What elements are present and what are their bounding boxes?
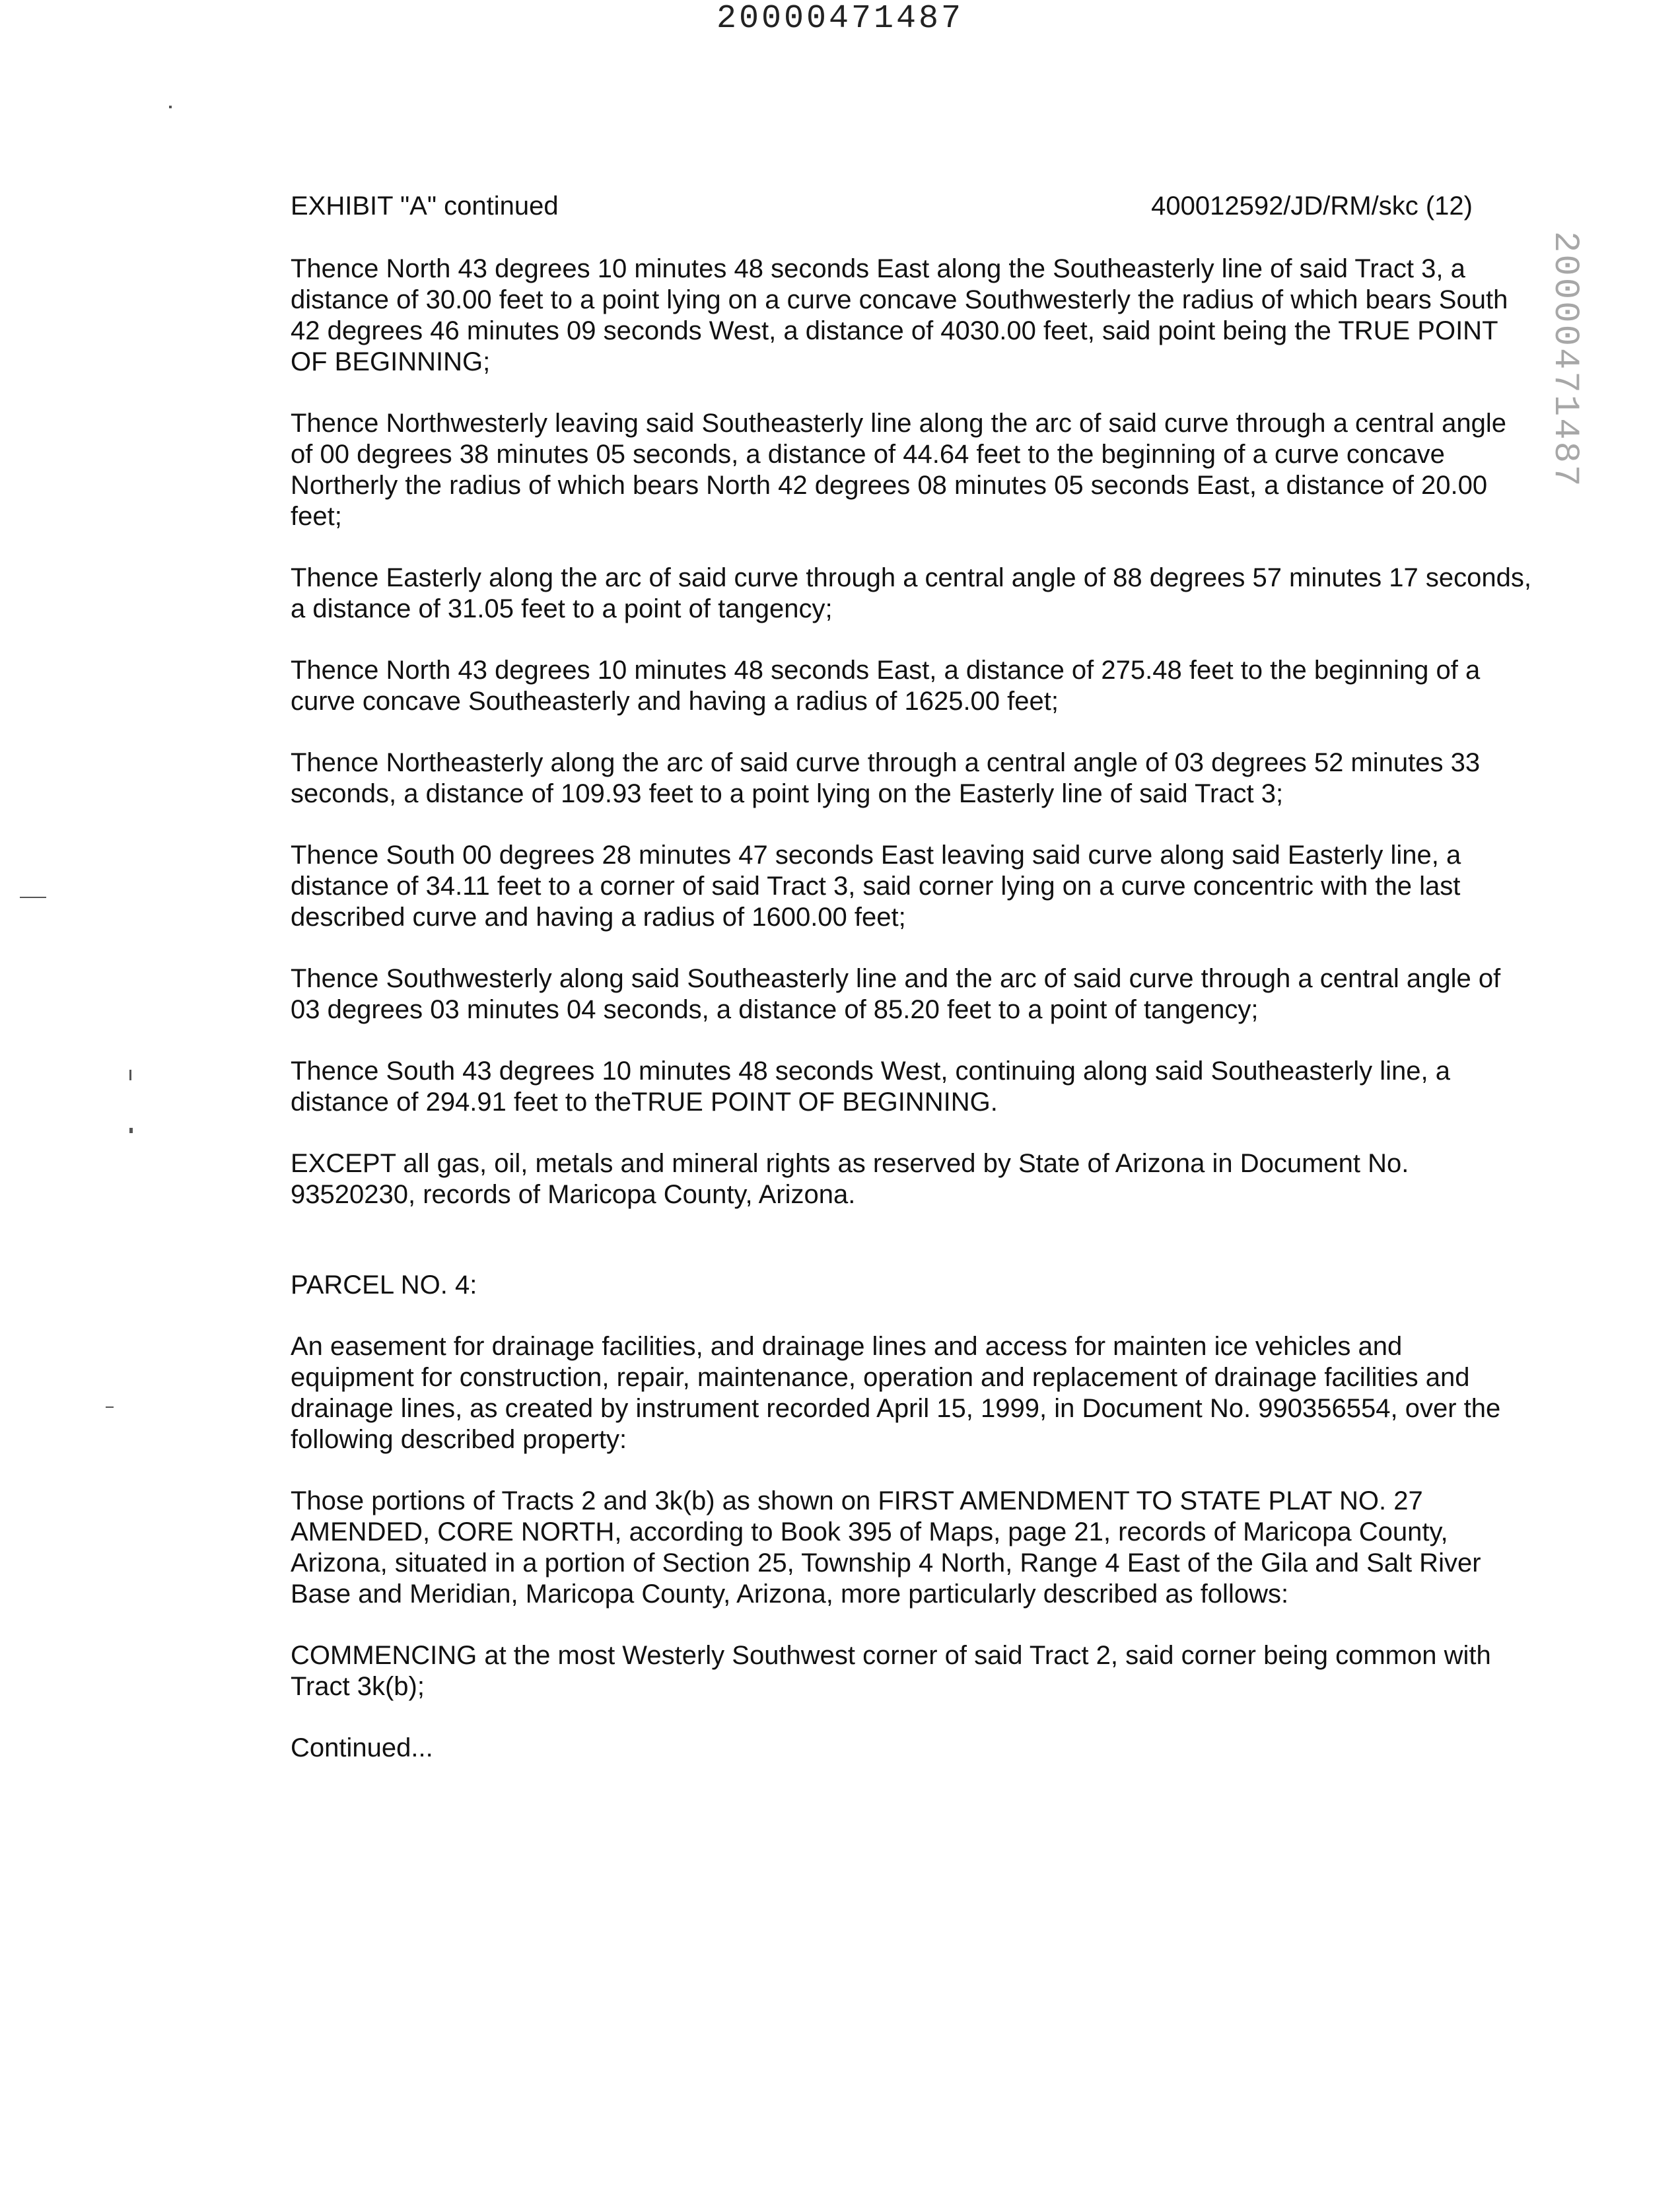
parcel-paragraph-2: Those portions of Tracts 2 and 3k(b) as shown on FIRST AMENDMENT TO STATE PLAT NO. 27 AMENDED, CORE NORTH, according to Book 395 of Maps, page 21, records of Maricopa County, Arizona, situated in a portion of Section 25, Township 4 North, Range 4 East of the Gila and Salt River Base and Meridian, Maricopa County, Arizona, more particularly described as follows:: [291, 1486, 1481, 1609]
scan-mark: [129, 1128, 133, 1133]
paragraph-7: Thence Southwesterly along said Southeasterly line and the arc of said curve through a central angle of 03 degrees 03 minutes 04 seconds, a distance of 85.20 feet to a point of tangency;: [291, 964, 1501, 1024]
paragraph-5: Thence Northeasterly along the arc of said curve through a central angle of 03 degrees 52 minutes 33 seconds, a distance of 109.93 feet to a point lying on the Easterly line of said Tract 3;: [291, 748, 1481, 808]
parcel-paragraph-1: An easement for drainage facilities, and drainage lines and access for mainten ice vehicles and equipment for construction, repair, maintenance, operation and replacement of drainage facilities and drainage lines, as created by instrument recorded April 15, 1999, in Document No. 990356554, over the following described property:: [291, 1332, 1501, 1454]
paragraph-8: Thence South 43 degrees 10 minutes 48 seconds West, continuing along said Southeasterly line, a distance of 294.91 feet to theTRUE POINT OF BEGINNING.: [291, 1057, 1450, 1117]
parcel-paragraph-3: COMMENCING at the most Westerly Southwest corner of said Tract 2, said corner being common with Tract 3k(b);: [291, 1641, 1491, 1701]
paragraph-4: Thence North 43 degrees 10 minutes 48 seconds East, a distance of 275.48 feet to the beginning of a curve concave Southeasterly and having a radius of 1625.00 feet;: [291, 656, 1481, 716]
paragraph-2: Thence Northwesterly leaving said Southeasterly line along the arc of said curve through a central angle of 00 degrees 38 minutes 05 seconds, a distance of 44.64 feet to the beginning of a curve concave Northerly the radius of which bears North 42 degrees 08 minutes 05 seconds East, a distance of 20.00 feet;: [291, 409, 1507, 531]
exhibit-title: EXHIBIT "A" continued: [291, 191, 559, 221]
scan-mark: [106, 1406, 114, 1408]
scan-mark: [169, 106, 172, 108]
except-clause: EXCEPT all gas, oil, metals and mineral rights as reserved by State of Arizona in Document No. 93520230, records of Maricopa County, Arizona.: [291, 1149, 1409, 1209]
paragraph-1: Thence North 43 degrees 10 minutes 48 seconds East along the Southeasterly line of said Tract 3, a distance of 30.00 feet to a point lying on a curve concave Southwesterly the radius of which bears South 42 degrees 46 minutes 09 seconds West, a distance of 4030.00 feet, said point being the TRUE POINT OF BEGINNING;: [291, 254, 1508, 376]
scan-mark: [129, 1070, 131, 1080]
file-reference: 400012592/JD/RM/skc (12): [1151, 191, 1473, 221]
legal-description: [291, 254, 1532, 1794]
paragraph-6: Thence South 00 degrees 28 minutes 47 seconds East leaving said curve along said Easterly line, a distance of 34.11 feet to a corner of said Tract 3, said corner lying on a curve concentric with the last described curve and having a radius of 1600.00 feet;: [291, 841, 1461, 932]
scan-mark: [20, 897, 46, 898]
paragraph-3: Thence Easterly along the arc of said curve through a central angle of 88 degrees 57 minutes 17 seconds, a distance of 31.05 feet to a point of tangency;: [291, 563, 1531, 623]
parcel-heading: PARCEL NO. 4:: [291, 1270, 477, 1300]
continued-note: Continued...: [291, 1733, 433, 1762]
side-stamp: 20000471487: [1545, 231, 1585, 489]
document-number: 20000471487: [716, 0, 964, 38]
